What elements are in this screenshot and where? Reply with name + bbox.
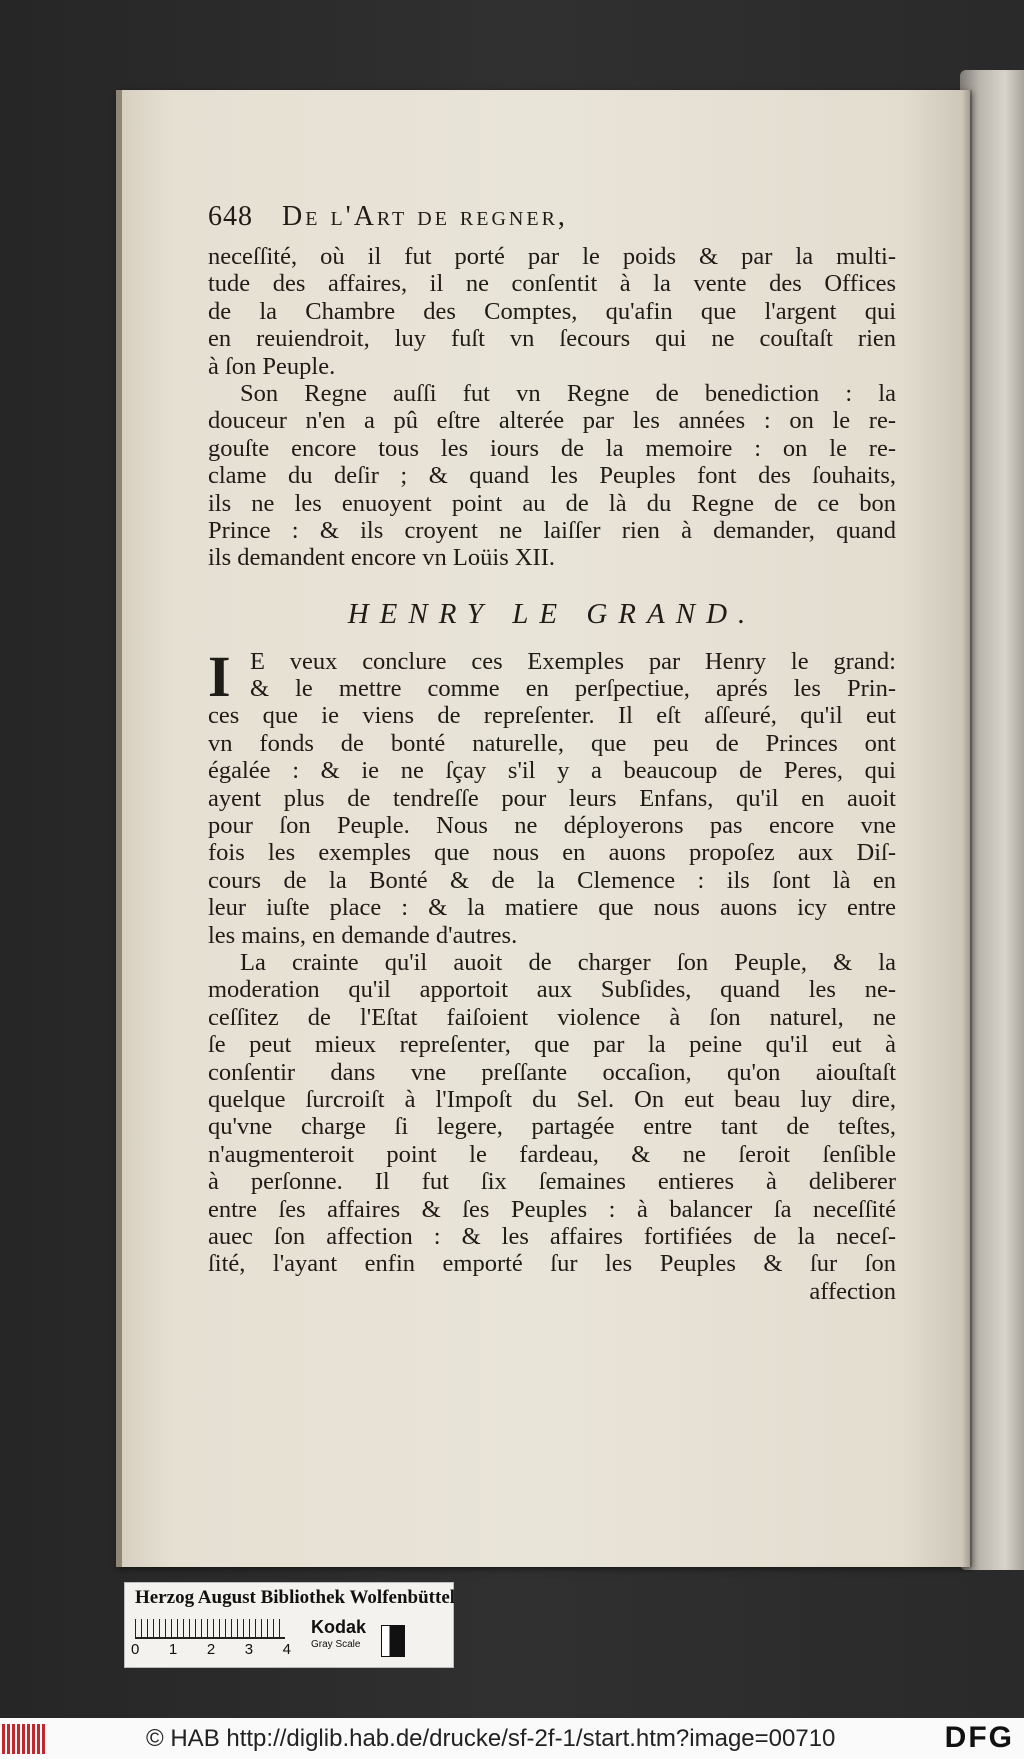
text-line: Son Regne auſſi fut vn Regne de benediction : la <box>240 379 896 407</box>
text-line: douceur n'en a pû eſtre alterée par les années : on le re- <box>208 407 896 435</box>
text-line: leur iuſte place : & la matiere que nous auons icy entre <box>208 894 896 922</box>
page-gutter-shadow <box>962 90 972 1567</box>
text-line: égalée : & ie ne ſçay s'il y a beaucoup de Peres, qui <box>208 757 896 785</box>
text-line: ſité, l'ayant enfin emporté ſur les Peuples & ſur ſon <box>208 1250 896 1278</box>
scale-numbers <box>131 1641 291 1658</box>
text-line: vn fonds de bonté naturelle, que peu de Princes ont <box>208 729 896 757</box>
scale-number: 1 <box>168 1641 178 1658</box>
text-line: ils demandent encore vn Loüis XII. <box>208 544 555 572</box>
text-line: E veux conclure ces Exemples par Henry le grand: <box>250 647 896 675</box>
text-line: qu'vne charge ſi legere, partagée entre tant de teſtes, <box>208 1113 896 1141</box>
scale-number: 0 <box>131 1641 140 1658</box>
text-line: ſe peut mieux repreſenter, que par la peine qu'il eut à <box>208 1031 896 1059</box>
drop-cap: I <box>208 643 231 709</box>
library-name: Herzog August Bibliothek Wolfenbüttel <box>135 1587 456 1608</box>
library-color-scale-label <box>124 1582 454 1668</box>
footer-bar <box>0 1718 1024 1759</box>
text-line: de la Chambre des Comptes, qu'afin que l'argent qui <box>208 297 896 325</box>
catchword: affection <box>809 1277 896 1305</box>
text-line: gouſte encore tous les iours de la memoire : on le re- <box>208 434 896 462</box>
scale-number: 4 <box>282 1641 291 1658</box>
text-line: en reuiendroit, luy fuſt vn ſecours qui ne couſtaſt rien <box>208 325 896 353</box>
gray-scale-caption: Gray Scale <box>311 1639 361 1650</box>
text-line: & le mettre comme en perſpectiue, aprés les Prin- <box>250 675 896 703</box>
text-line: conſentir dans vne preſſante occaſion, qu'on aiouſtaſt <box>208 1058 896 1086</box>
text-line: moderation qu'il apportoit aux Subſides, quand les ne- <box>208 976 896 1004</box>
text-line: ceſſitez de l'Eſtat faiſoient violence à ſon naturel, ne <box>208 1003 896 1031</box>
running-head: De l'Art de regner, <box>282 201 568 232</box>
footer-copyright-link[interactable]: © HAB http://diglib.hab.de/drucke/sf-2f-1/start.htm?image=00710 <box>146 1724 836 1752</box>
text-line: pour ſon Peuple. Nous ne déployerons pas encore vne <box>208 812 896 840</box>
text-line: clame du deſir ; & quand les Peuples font des ſouhaits, <box>208 462 896 490</box>
text-line: les mains, en demande d'autres. <box>208 921 518 949</box>
text-line: tude des affaires, il ne conſentit à la vente des Offices <box>208 270 896 298</box>
scale-ruler <box>135 1619 285 1639</box>
paragraph-subsides <box>208 949 896 1278</box>
dfg-logo: DFG <box>944 1721 1014 1754</box>
text-line: à ſon Peuple. <box>208 352 336 380</box>
paragraph-continued <box>208 243 896 380</box>
text-line: neceſſité, où il fut porté par le poids & par la multi- <box>208 243 896 270</box>
text-line: fois les exemples que nous en auons propoſez aux Diſ- <box>208 839 896 867</box>
section-heading: HENRY LE GRAND. <box>347 597 757 630</box>
page-number: 648 <box>208 201 253 232</box>
gray-patch <box>381 1625 405 1657</box>
text-line: quelque ſurcroiſt à l'Impoſt du Sel. On eut beau luy dire, <box>208 1085 896 1113</box>
text-line: à perſonne. Il fut ſix ſemaines entieres à deliberer <box>208 1168 896 1196</box>
text-line: ces que ie viens de repreſenter. Il eſt aſſeuré, qu'il eut <box>208 702 896 730</box>
page-header <box>208 203 896 243</box>
hab-logo-icon <box>2 1724 46 1754</box>
text-line: cours de la Bonté & de la Clemence : ils ſont là en <box>208 866 896 894</box>
page-text <box>208 203 896 1305</box>
paragraph-louis-xii <box>208 380 896 572</box>
paragraph-henry <box>208 643 896 949</box>
text-line: ils ne les enuoyent point au de là du Regne de ce bon <box>208 489 896 517</box>
text-line: Prince : & ils croyent ne laiſſer rien à demander, quand <box>208 516 896 544</box>
text-line: La crainte qu'il auoit de charger ſon Peuple, & la <box>240 948 896 976</box>
kodak-brand: Kodak <box>311 1617 367 1637</box>
text-line: auec ſon affection : & les affaires fortifiées de la neceſ- <box>208 1222 896 1250</box>
text-line: n'augmenteroit point le fardeau, & ne ſeroit ſenſible <box>208 1140 896 1168</box>
text-line: ayent plus de tendreſſe pour leurs Enfans, qu'il en auoit <box>208 784 896 812</box>
scale-number: 3 <box>244 1641 254 1658</box>
scale-number: 2 <box>206 1641 216 1658</box>
text-line: entre ſes affaires & ſes Peuples : à balancer ſa neceſſité <box>208 1195 896 1223</box>
